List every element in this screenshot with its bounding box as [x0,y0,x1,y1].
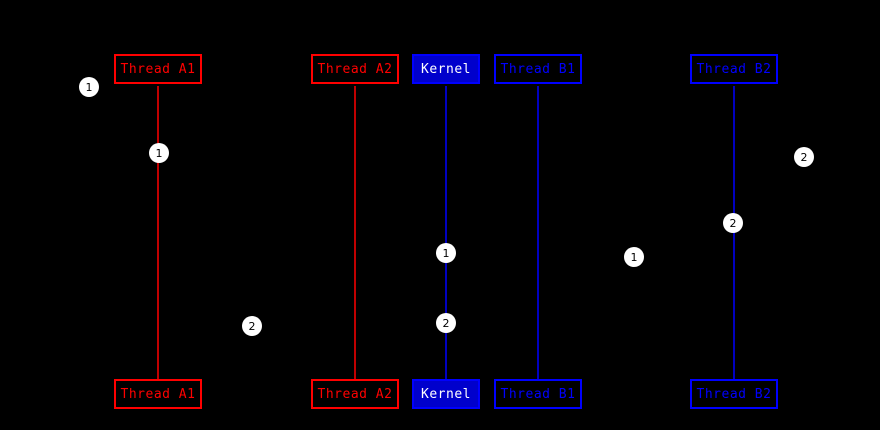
node-kernel: Kernel [412,54,480,84]
node-thread-a1: Thread A1 [114,379,202,409]
node-thread-b1: Thread B1 [494,379,582,409]
node-thread-a1: Thread A1 [114,54,202,84]
node-thread-a2: Thread A2 [311,379,399,409]
node-thread-b1: Thread B1 [494,54,582,84]
node-thread-a2: Thread A2 [311,54,399,84]
step-badge: 1 [149,143,169,163]
node-thread-b2: Thread B2 [690,54,778,84]
step-badge: 1 [624,247,644,267]
step-badge: 1 [79,77,99,97]
step-badge: 2 [723,213,743,233]
node-kernel: Kernel [412,379,480,409]
step-badge: 2 [436,313,456,333]
step-badge: 2 [794,147,814,167]
step-badge: 2 [242,316,262,336]
node-thread-b2: Thread B2 [690,379,778,409]
step-badge: 1 [436,243,456,263]
